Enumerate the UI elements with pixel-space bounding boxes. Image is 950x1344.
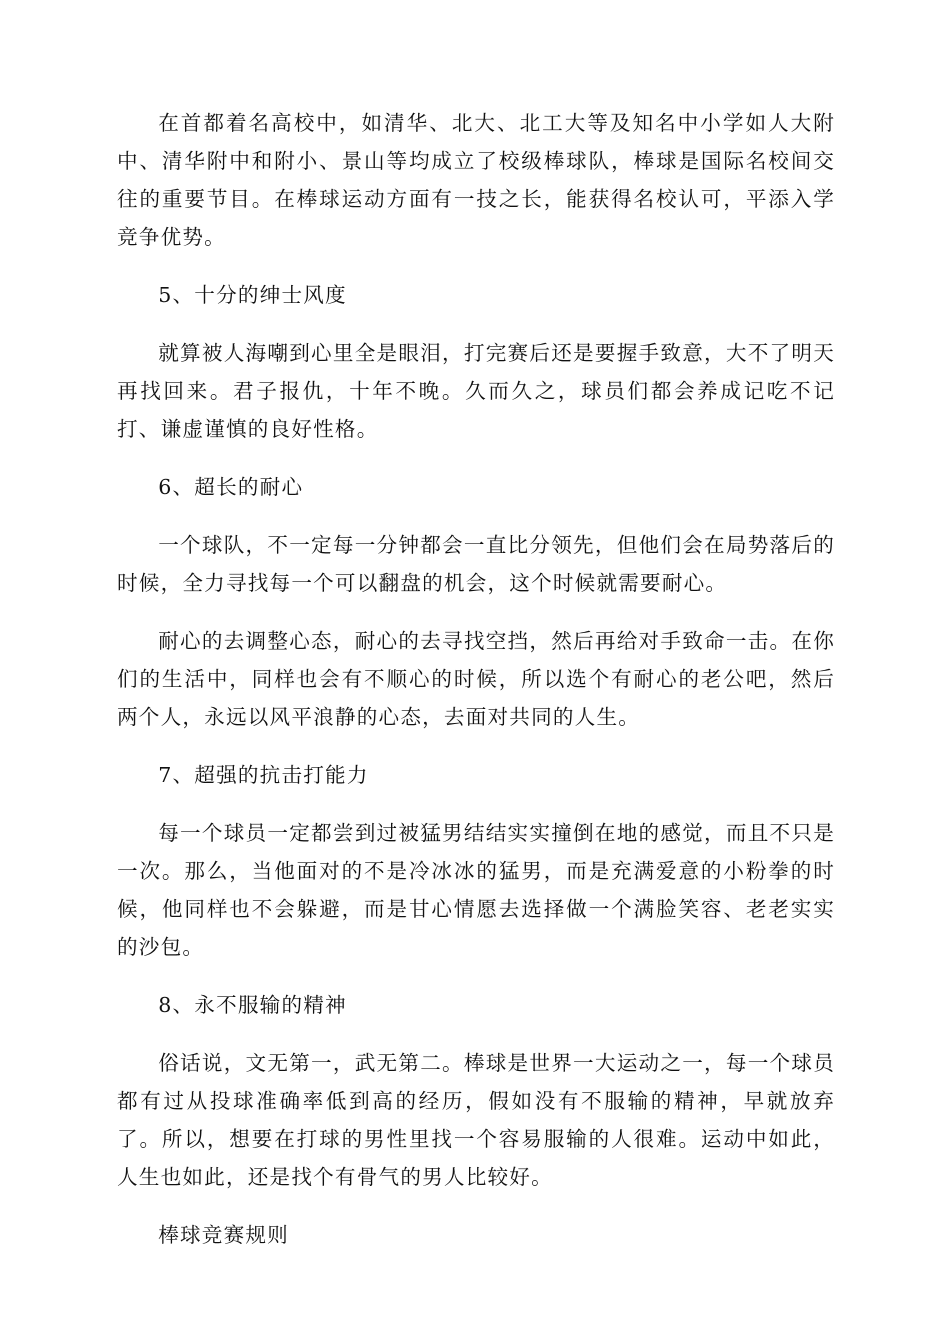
paragraph-resilience: 每一个球员一定都尝到过被猛男结结实实撞倒在地的感觉，而且不只是一次。那么，当他面对的不是冷冰冰的猛男，而是充满爱意的小粉拳的时候，他同样也不会躲避，而是甘心情愿去选择做一个满脸笑容、老老实实的沙包。 [117, 821, 835, 959]
paragraph-patience-2: 耐心的去调整心态，耐心的去寻找空挡，然后再给对手致命一击。在你们的生活中，同样也会有不顺心的时候，所以选个有耐心的老公吧，然后两个人，永远以风平浪静的心态，去面对共同的人生。 [117, 629, 835, 729]
paragraph-elite-schools: 在首都着名高校中，如清华、北大、北工大等及知名中小学如人大附中、清华附中和附小、景山等均成立了校级棒球队，棒球是国际名校间交往的重要节目。在棒球运动方面有一技之长，能获得名校认可，平添入学竞争优势。 [117, 111, 835, 249]
document-body [117, 104, 835, 1274]
heading-patience: 6、超长的耐心 [158, 475, 304, 499]
heading-gentleman-demeanor: 5、十分的绅士风度 [158, 283, 347, 307]
heading-never-give-up: 8、永不服输的精神 [158, 993, 347, 1017]
heading-baseball-rules: 棒球竞赛规则 [158, 1223, 289, 1247]
heading-resilience: 7、超强的抗击打能力 [158, 763, 369, 787]
paragraph-never-give-up: 俗话说，文无第一，武无第二。棒球是世界一大运动之一，每一个球员都有过从投球准确率低到高的经历，假如没有不服输的精神，早就放弃了。所以，想要在打球的男性里找一个容易服输的人很难。运动中如此，人生也如此，还是找个有骨气的男人比较好。 [117, 1051, 835, 1189]
paragraph-patience-1: 一个球队，不一定每一分钟都会一直比分领先，但他们会在局势落后的时候，全力寻找每一个可以翻盘的机会，这个时候就需要耐心。 [117, 533, 835, 595]
paragraph-gentleman-demeanor: 就算被人海嘲到心里全是眼泪，打完赛后还是要握手致意，大不了明天再找回来。君子报仇，十年不晚。久而久之，球员们都会养成记吃不记打、谦虚谨慎的良好性格。 [117, 341, 835, 441]
